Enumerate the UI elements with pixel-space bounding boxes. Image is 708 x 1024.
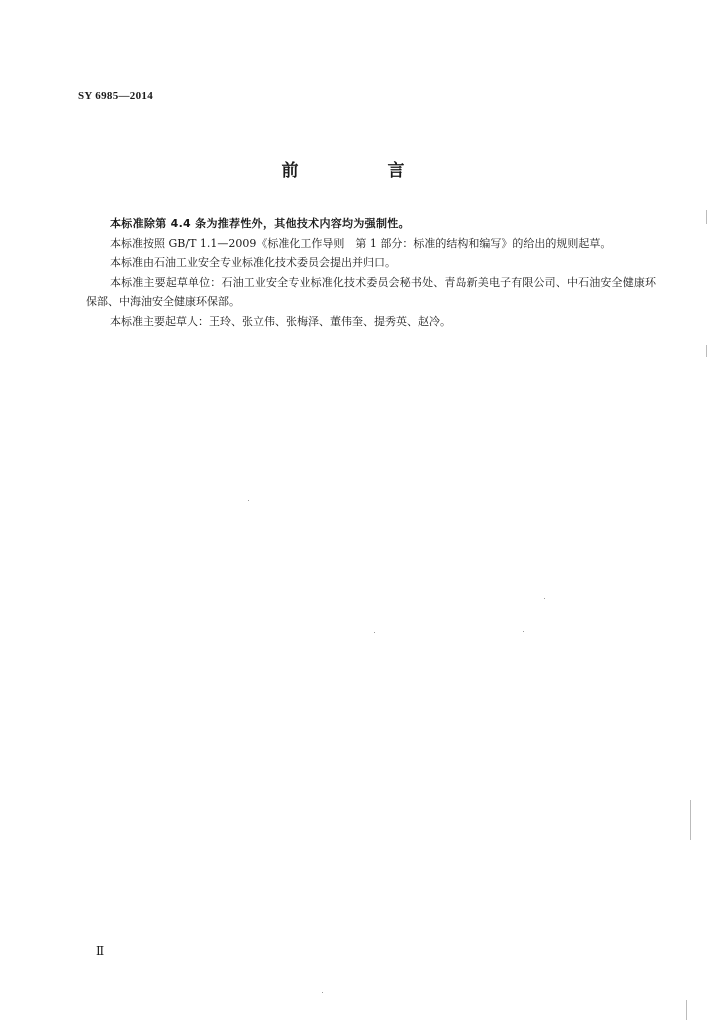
scan-edge-mark: [706, 210, 707, 224]
scan-speck: [374, 632, 375, 633]
foreword-body: [86, 214, 656, 332]
scan-speck: [523, 631, 524, 632]
standard-code: SY 6985—2014: [78, 90, 154, 102]
scan-edge-mark: [706, 345, 707, 357]
paragraph-drafting-units: 本标准主要起草单位：石油工业安全专业标准化技术委员会秘书处、青岛新美电子有限公司、中石油安全健康环保部、中海油安全健康环保部。: [86, 275, 656, 309]
paragraph-proposed-by: 本标准由石油工业安全专业标准化技术委员会提出并归口。: [110, 256, 396, 270]
scan-speck: [322, 992, 323, 993]
paragraph-drafters: 本标准主要起草人：王玲、张立伟、张梅泽、董伟奎、提秀英、赵冷。: [110, 314, 451, 328]
scan-edge-mark: [690, 800, 691, 840]
paragraph-drafting-rules: 本标准按照 GB/T 1.1—2009《标准化工作导则 第 1 部分：标准的结构和编写》的给出的规则起草。: [110, 236, 612, 250]
scan-speck: [544, 598, 545, 599]
page-title: 前 言: [281, 161, 441, 181]
scan-edge-mark: [686, 1000, 687, 1020]
scan-speck: [248, 500, 249, 501]
page-number: Ⅱ: [96, 944, 105, 958]
paragraph-mandatory-statement: 本标准除第 4.4 条为推荐性外，其他技术内容均为强制性。: [110, 217, 410, 230]
